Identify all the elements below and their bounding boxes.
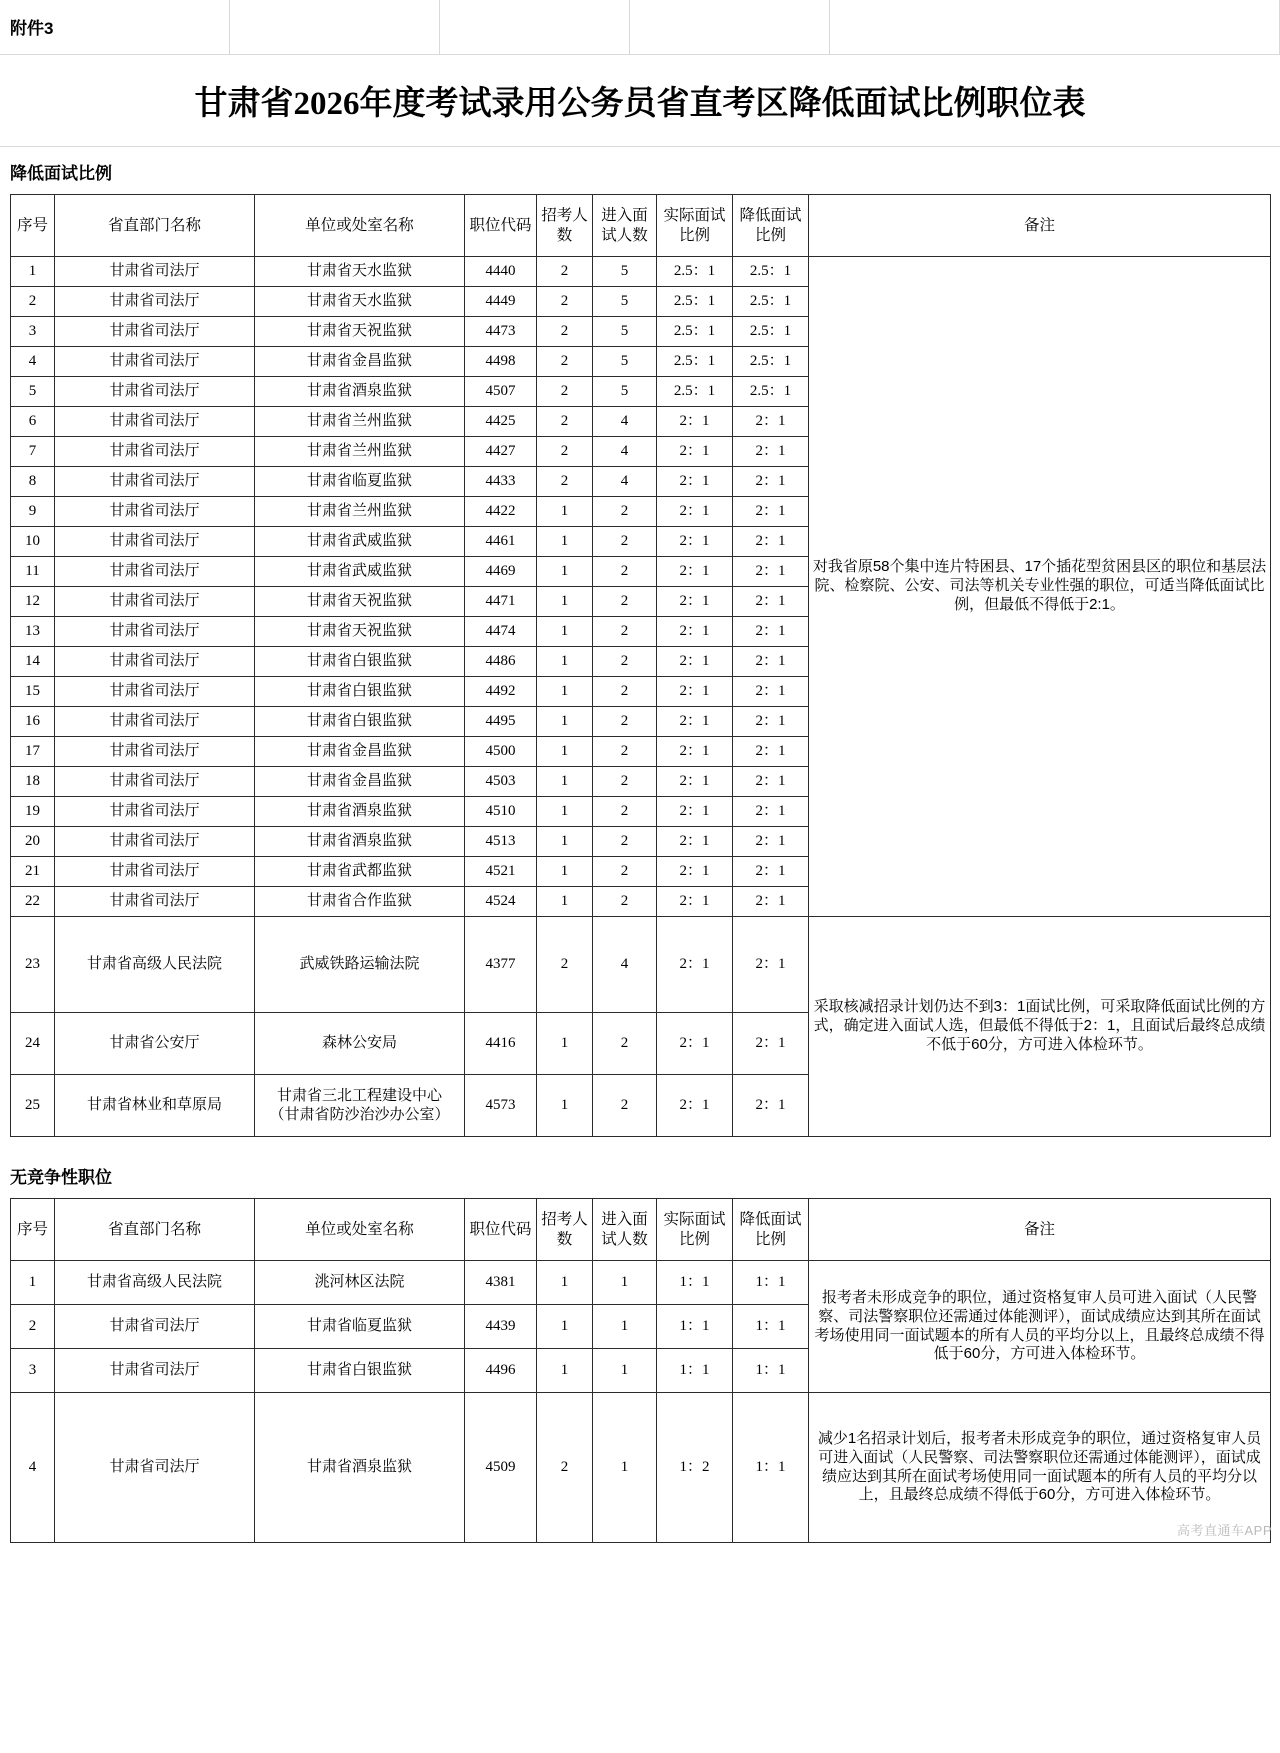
cell-enter: 2 <box>593 737 657 767</box>
cell-lowered-ratio: 2：1 <box>733 767 809 797</box>
grid-cell-blank-4 <box>830 0 1280 54</box>
cell-recruit: 1 <box>537 1075 593 1137</box>
cell-lowered-ratio: 2.5：1 <box>733 377 809 407</box>
cell-enter: 2 <box>593 767 657 797</box>
cell-seq: 3 <box>11 1349 55 1393</box>
cell-recruit: 2 <box>537 437 593 467</box>
cell-seq: 13 <box>11 617 55 647</box>
cell-recruit: 1 <box>537 617 593 647</box>
cell-recruit: 1 <box>537 707 593 737</box>
cell-code: 4492 <box>465 677 537 707</box>
cell-seq: 23 <box>11 917 55 1013</box>
cell-seq: 12 <box>11 587 55 617</box>
cell-actual-ratio: 2：1 <box>657 617 733 647</box>
cell-code: 4422 <box>465 497 537 527</box>
cell-unit: 甘肃省金昌监狱 <box>255 737 465 767</box>
cell-lowered-ratio: 2：1 <box>733 497 809 527</box>
cell-enter: 2 <box>593 1013 657 1075</box>
cell-unit: 甘肃省天祝监狱 <box>255 587 465 617</box>
table-row <box>11 917 1271 1013</box>
table-row <box>11 1393 1271 1543</box>
cell-lowered-ratio: 2：1 <box>733 557 809 587</box>
cell-lowered-ratio: 2：1 <box>733 917 809 1013</box>
cell-actual-ratio: 2：1 <box>657 767 733 797</box>
cell-recruit: 1 <box>537 1013 593 1075</box>
cell-code: 4500 <box>465 737 537 767</box>
cell-lowered-ratio: 2：1 <box>733 887 809 917</box>
cell-code: 4474 <box>465 617 537 647</box>
cell-lowered-ratio: 2：1 <box>733 527 809 557</box>
cell-recruit: 1 <box>537 737 593 767</box>
cell-enter: 2 <box>593 557 657 587</box>
cell-code: 4469 <box>465 557 537 587</box>
cell-remark-group-1: 对我省原58个集中连片特困县、17个插花型贫困县区的职位和基层法院、检察院、公安、司法等机关专业性强的职位，可适当降低面试比例，但最低不得低于2:1。 <box>809 257 1271 917</box>
cell-seq: 24 <box>11 1013 55 1075</box>
cell-actual-ratio: 2：1 <box>657 1013 733 1075</box>
cell-enter: 2 <box>593 1075 657 1137</box>
cell-code: 4509 <box>465 1393 537 1543</box>
cell-actual-ratio: 2：1 <box>657 857 733 887</box>
page-title: 甘肃省2026年度考试录用公务员省直考区降低面试比例职位表 <box>194 86 1086 122</box>
cell-lowered-ratio: 1：1 <box>733 1349 809 1393</box>
cell-dept: 甘肃省司法厅 <box>55 377 255 407</box>
cell-code: 4495 <box>465 707 537 737</box>
cell-recruit: 1 <box>537 827 593 857</box>
cell-unit: 甘肃省合作监狱 <box>255 887 465 917</box>
cell-recruit: 1 <box>537 497 593 527</box>
cell-code: 4498 <box>465 347 537 377</box>
col-header-seq: 序号 <box>11 195 55 257</box>
cell-lowered-ratio: 2：1 <box>733 617 809 647</box>
cell-unit: 甘肃省武都监狱 <box>255 857 465 887</box>
col-header-unit: 单位或处室名称 <box>255 195 465 257</box>
cell-unit: 甘肃省白银监狱 <box>255 647 465 677</box>
cell-unit: 甘肃省天水监狱 <box>255 257 465 287</box>
cell-recruit: 1 <box>537 887 593 917</box>
cell-actual-ratio: 2.5：1 <box>657 377 733 407</box>
cell-unit: 洮河林区法院 <box>255 1261 465 1305</box>
cell-seq: 14 <box>11 647 55 677</box>
cell-unit: 甘肃省武威监狱 <box>255 527 465 557</box>
cell-code: 4439 <box>465 1305 537 1349</box>
cell-recruit: 1 <box>537 1349 593 1393</box>
cell-recruit: 2 <box>537 347 593 377</box>
cell-enter: 5 <box>593 377 657 407</box>
cell-code: 4425 <box>465 407 537 437</box>
cell-dept: 甘肃省司法厅 <box>55 407 255 437</box>
cell-enter: 1 <box>593 1393 657 1543</box>
col-header-code: 职位代码 <box>465 1199 537 1261</box>
cell-seq: 19 <box>11 797 55 827</box>
cell-enter: 1 <box>593 1305 657 1349</box>
cell-recruit: 1 <box>537 557 593 587</box>
table-lowered-interview-ratio <box>10 194 1271 1137</box>
cell-dept: 甘肃省林业和草原局 <box>55 1075 255 1137</box>
cell-unit: 武威铁路运输法院 <box>255 917 465 1013</box>
cell-lowered-ratio: 2：1 <box>733 707 809 737</box>
cell-lowered-ratio: 2：1 <box>733 737 809 767</box>
cell-actual-ratio: 2：1 <box>657 497 733 527</box>
cell-actual-ratio: 2：1 <box>657 707 733 737</box>
cell-recruit: 2 <box>537 257 593 287</box>
cell-recruit: 1 <box>537 797 593 827</box>
section-label-no-competition: 无竞争性职位 <box>10 1168 112 1187</box>
cell-code: 4503 <box>465 767 537 797</box>
cell-code: 4473 <box>465 317 537 347</box>
cell-dept: 甘肃省司法厅 <box>55 887 255 917</box>
cell-lowered-ratio: 2.5：1 <box>733 317 809 347</box>
col-header-recruit: 招考人数 <box>537 195 593 257</box>
cell-dept: 甘肃省司法厅 <box>55 257 255 287</box>
cell-seq: 7 <box>11 437 55 467</box>
cell-unit: 森林公安局 <box>255 1013 465 1075</box>
cell-actual-ratio: 2：1 <box>657 527 733 557</box>
cell-dept: 甘肃省司法厅 <box>55 1305 255 1349</box>
cell-unit: 甘肃省兰州监狱 <box>255 407 465 437</box>
attachment-band <box>0 0 1280 55</box>
cell-dept: 甘肃省司法厅 <box>55 467 255 497</box>
cell-enter: 5 <box>593 317 657 347</box>
cell-dept: 甘肃省司法厅 <box>55 827 255 857</box>
cell-code: 4486 <box>465 647 537 677</box>
cell-unit: 甘肃省武威监狱 <box>255 557 465 587</box>
cell-enter: 2 <box>593 887 657 917</box>
cell-code: 4524 <box>465 887 537 917</box>
cell-actual-ratio: 1：2 <box>657 1393 733 1543</box>
col-header-unit: 单位或处室名称 <box>255 1199 465 1261</box>
cell-code: 4510 <box>465 797 537 827</box>
grid-cell-blank-2 <box>440 0 630 54</box>
section-label-lowered-ratio: 降低面试比例 <box>10 164 112 183</box>
cell-dept: 甘肃省司法厅 <box>55 497 255 527</box>
cell-enter: 2 <box>593 527 657 557</box>
cell-actual-ratio: 1：1 <box>657 1349 733 1393</box>
cell-enter: 5 <box>593 287 657 317</box>
cell-lowered-ratio: 2：1 <box>733 437 809 467</box>
cell-seq: 8 <box>11 467 55 497</box>
cell-actual-ratio: 2.5：1 <box>657 347 733 377</box>
cell-enter: 1 <box>593 1261 657 1305</box>
cell-actual-ratio: 2：1 <box>657 737 733 767</box>
cell-code: 4507 <box>465 377 537 407</box>
col-header-actual-ratio: 实际面试比例 <box>657 1199 733 1261</box>
cell-unit: 甘肃省白银监狱 <box>255 1349 465 1393</box>
cell-dept: 甘肃省司法厅 <box>55 857 255 887</box>
col-header-code: 职位代码 <box>465 195 537 257</box>
cell-seq: 3 <box>11 317 55 347</box>
cell-seq: 21 <box>11 857 55 887</box>
cell-recruit: 2 <box>537 917 593 1013</box>
cell-lowered-ratio: 1：1 <box>733 1305 809 1349</box>
cell-recruit: 2 <box>537 317 593 347</box>
cell-enter: 5 <box>593 257 657 287</box>
cell-code: 4381 <box>465 1261 537 1305</box>
cell-unit: 甘肃省临夏监狱 <box>255 467 465 497</box>
cell-unit: 甘肃省金昌监狱 <box>255 767 465 797</box>
cell-lowered-ratio: 2：1 <box>733 1013 809 1075</box>
title-band <box>0 55 1280 147</box>
cell-unit: 甘肃省天祝监狱 <box>255 617 465 647</box>
cell-recruit: 1 <box>537 587 593 617</box>
cell-actual-ratio: 2：1 <box>657 557 733 587</box>
table-header-row <box>11 195 1271 257</box>
cell-unit: 甘肃省酒泉监狱 <box>255 1393 465 1543</box>
cell-lowered-ratio: 1：1 <box>733 1393 809 1543</box>
cell-code: 4471 <box>465 587 537 617</box>
cell-recruit: 1 <box>537 677 593 707</box>
table-body-no-competition <box>11 1261 1271 1543</box>
cell-lowered-ratio: 2.5：1 <box>733 257 809 287</box>
cell-dept: 甘肃省公安厅 <box>55 1013 255 1075</box>
cell-remark-group-1: 报考者未形成竞争的职位，通过资格复审人员可进入面试（人民警察、司法警察职位还需通过体能测评），面试成绩应达到其所在面试考场使用同一面试题本的所有人员的平均分以上，且最终总成绩不得低于60分，方可进入体检环节。 <box>809 1261 1271 1393</box>
cell-unit: 甘肃省三北工程建设中心 （甘肃省防沙治沙办公室） <box>255 1075 465 1137</box>
cell-enter: 2 <box>593 497 657 527</box>
col-header-remark: 备注 <box>809 1199 1271 1261</box>
cell-dept: 甘肃省司法厅 <box>55 347 255 377</box>
cell-actual-ratio: 2：1 <box>657 1075 733 1137</box>
cell-seq: 4 <box>11 1393 55 1543</box>
cell-code: 4496 <box>465 1349 537 1393</box>
grid-cell-blank-3 <box>630 0 830 54</box>
cell-unit: 甘肃省白银监狱 <box>255 707 465 737</box>
cell-unit: 甘肃省酒泉监狱 <box>255 377 465 407</box>
cell-enter: 4 <box>593 407 657 437</box>
cell-code: 4573 <box>465 1075 537 1137</box>
cell-seq: 5 <box>11 377 55 407</box>
cell-lowered-ratio: 2：1 <box>733 677 809 707</box>
cell-seq: 1 <box>11 257 55 287</box>
table-row <box>11 1261 1271 1305</box>
cell-unit: 甘肃省白银监狱 <box>255 677 465 707</box>
cell-recruit: 2 <box>537 407 593 437</box>
cell-code: 4440 <box>465 257 537 287</box>
cell-enter: 4 <box>593 467 657 497</box>
table-header-row <box>11 1199 1271 1261</box>
cell-dept: 甘肃省司法厅 <box>55 767 255 797</box>
cell-dept: 甘肃省司法厅 <box>55 437 255 467</box>
watermark: 高考直通车APP <box>1176 1523 1272 1538</box>
table-no-competition <box>10 1198 1271 1543</box>
cell-dept: 甘肃省司法厅 <box>55 527 255 557</box>
cell-dept: 甘肃省高级人民法院 <box>55 917 255 1013</box>
cell-seq: 4 <box>11 347 55 377</box>
cell-dept: 甘肃省司法厅 <box>55 647 255 677</box>
cell-recruit: 1 <box>537 1305 593 1349</box>
cell-lowered-ratio: 2：1 <box>733 827 809 857</box>
cell-seq: 6 <box>11 407 55 437</box>
cell-lowered-ratio: 2：1 <box>733 797 809 827</box>
cell-seq: 18 <box>11 767 55 797</box>
cell-enter: 2 <box>593 857 657 887</box>
cell-code: 4521 <box>465 857 537 887</box>
cell-enter: 2 <box>593 587 657 617</box>
cell-unit: 甘肃省兰州监狱 <box>255 437 465 467</box>
cell-lowered-ratio: 2.5：1 <box>733 347 809 377</box>
cell-unit: 甘肃省兰州监狱 <box>255 497 465 527</box>
cell-dept: 甘肃省司法厅 <box>55 1349 255 1393</box>
col-header-lowered-ratio: 降低面试比例 <box>733 1199 809 1261</box>
cell-seq: 15 <box>11 677 55 707</box>
cell-dept: 甘肃省司法厅 <box>55 317 255 347</box>
cell-dept: 甘肃省司法厅 <box>55 557 255 587</box>
table-body-lowered <box>11 257 1271 1137</box>
cell-actual-ratio: 2：1 <box>657 467 733 497</box>
grid-cell-blank-1 <box>230 0 440 54</box>
cell-dept: 甘肃省司法厅 <box>55 1393 255 1543</box>
cell-recruit: 1 <box>537 767 593 797</box>
cell-dept: 甘肃省司法厅 <box>55 617 255 647</box>
cell-unit: 甘肃省天祝监狱 <box>255 317 465 347</box>
cell-actual-ratio: 2：1 <box>657 797 733 827</box>
cell-seq: 25 <box>11 1075 55 1137</box>
cell-enter: 2 <box>593 707 657 737</box>
cell-enter: 2 <box>593 827 657 857</box>
cell-actual-ratio: 2：1 <box>657 437 733 467</box>
table-row <box>11 257 1271 287</box>
cell-unit: 甘肃省金昌监狱 <box>255 347 465 377</box>
col-header-remark: 备注 <box>809 195 1271 257</box>
cell-seq: 2 <box>11 287 55 317</box>
col-header-seq: 序号 <box>11 1199 55 1261</box>
cell-lowered-ratio: 2：1 <box>733 857 809 887</box>
cell-code: 4449 <box>465 287 537 317</box>
cell-dept: 甘肃省高级人民法院 <box>55 1261 255 1305</box>
cell-recruit: 1 <box>537 647 593 677</box>
cell-dept: 甘肃省司法厅 <box>55 707 255 737</box>
col-header-enter: 进入面试人数 <box>593 1199 657 1261</box>
cell-unit: 甘肃省酒泉监狱 <box>255 797 465 827</box>
cell-dept: 甘肃省司法厅 <box>55 287 255 317</box>
col-header-recruit: 招考人数 <box>537 1199 593 1261</box>
cell-actual-ratio: 2：1 <box>657 407 733 437</box>
cell-lowered-ratio: 2.5：1 <box>733 287 809 317</box>
cell-enter: 2 <box>593 617 657 647</box>
cell-lowered-ratio: 2：1 <box>733 587 809 617</box>
cell-code: 4433 <box>465 467 537 497</box>
cell-seq: 20 <box>11 827 55 857</box>
cell-seq: 9 <box>11 497 55 527</box>
col-header-dept: 省直部门名称 <box>55 195 255 257</box>
cell-seq: 1 <box>11 1261 55 1305</box>
cell-actual-ratio: 2：1 <box>657 827 733 857</box>
cell-actual-ratio: 2：1 <box>657 587 733 617</box>
cell-unit: 甘肃省酒泉监狱 <box>255 827 465 857</box>
cell-recruit: 1 <box>537 527 593 557</box>
cell-unit: 甘肃省临夏监狱 <box>255 1305 465 1349</box>
cell-enter: 4 <box>593 917 657 1013</box>
cell-actual-ratio: 2：1 <box>657 647 733 677</box>
cell-actual-ratio: 1：1 <box>657 1305 733 1349</box>
cell-seq: 10 <box>11 527 55 557</box>
cell-remark-row-4: 减少1名招录计划后，报考者未形成竞争的职位，通过资格复审人员可进入面试（人民警察、司法警察职位还需通过体能测评），面试成绩应达到其所在面试考场使用同一面试题本的所有人员的平均分以上，且最终总成绩不得低于60分，方可进入体检环节。 <box>809 1393 1271 1543</box>
cell-unit: 甘肃省天水监狱 <box>255 287 465 317</box>
cell-enter: 1 <box>593 1349 657 1393</box>
cell-actual-ratio: 2：1 <box>657 677 733 707</box>
cell-recruit: 1 <box>537 857 593 887</box>
cell-code: 4377 <box>465 917 537 1013</box>
cell-seq: 11 <box>11 557 55 587</box>
cell-seq: 16 <box>11 707 55 737</box>
cell-lowered-ratio: 2：1 <box>733 647 809 677</box>
cell-enter: 2 <box>593 797 657 827</box>
cell-code: 4461 <box>465 527 537 557</box>
cell-actual-ratio: 2：1 <box>657 887 733 917</box>
cell-recruit: 2 <box>537 467 593 497</box>
cell-dept: 甘肃省司法厅 <box>55 737 255 767</box>
cell-enter: 2 <box>593 677 657 707</box>
cell-lowered-ratio: 1：1 <box>733 1261 809 1305</box>
cell-dept: 甘肃省司法厅 <box>55 677 255 707</box>
cell-actual-ratio: 2.5：1 <box>657 287 733 317</box>
cell-actual-ratio: 2.5：1 <box>657 257 733 287</box>
cell-recruit: 2 <box>537 1393 593 1543</box>
col-header-enter: 进入面试人数 <box>593 195 657 257</box>
cell-dept: 甘肃省司法厅 <box>55 797 255 827</box>
col-header-lowered-ratio: 降低面试比例 <box>733 195 809 257</box>
cell-code: 4513 <box>465 827 537 857</box>
cell-enter: 2 <box>593 647 657 677</box>
cell-recruit: 1 <box>537 1261 593 1305</box>
cell-recruit: 2 <box>537 287 593 317</box>
cell-actual-ratio: 2.5：1 <box>657 317 733 347</box>
cell-code: 4416 <box>465 1013 537 1075</box>
cell-enter: 4 <box>593 437 657 467</box>
cell-code: 4427 <box>465 437 537 467</box>
cell-actual-ratio: 2：1 <box>657 917 733 1013</box>
cell-seq: 2 <box>11 1305 55 1349</box>
cell-seq: 22 <box>11 887 55 917</box>
cell-lowered-ratio: 2：1 <box>733 1075 809 1137</box>
cell-seq: 17 <box>11 737 55 767</box>
cell-actual-ratio: 1：1 <box>657 1261 733 1305</box>
cell-enter: 5 <box>593 347 657 377</box>
cell-dept: 甘肃省司法厅 <box>55 587 255 617</box>
cell-remark-group-2: 采取核减招录计划仍达不到3：1面试比例，可采取降低面试比例的方式，确定进入面试人选，但最低不得低于2：1，且面试后最终总成绩不低于60分，方可进入体检环节。 <box>809 917 1271 1137</box>
col-header-actual-ratio: 实际面试比例 <box>657 195 733 257</box>
cell-recruit: 2 <box>537 377 593 407</box>
cell-lowered-ratio: 2：1 <box>733 407 809 437</box>
attachment-label: 附件3 <box>0 0 230 54</box>
col-header-dept: 省直部门名称 <box>55 1199 255 1261</box>
cell-lowered-ratio: 2：1 <box>733 467 809 497</box>
